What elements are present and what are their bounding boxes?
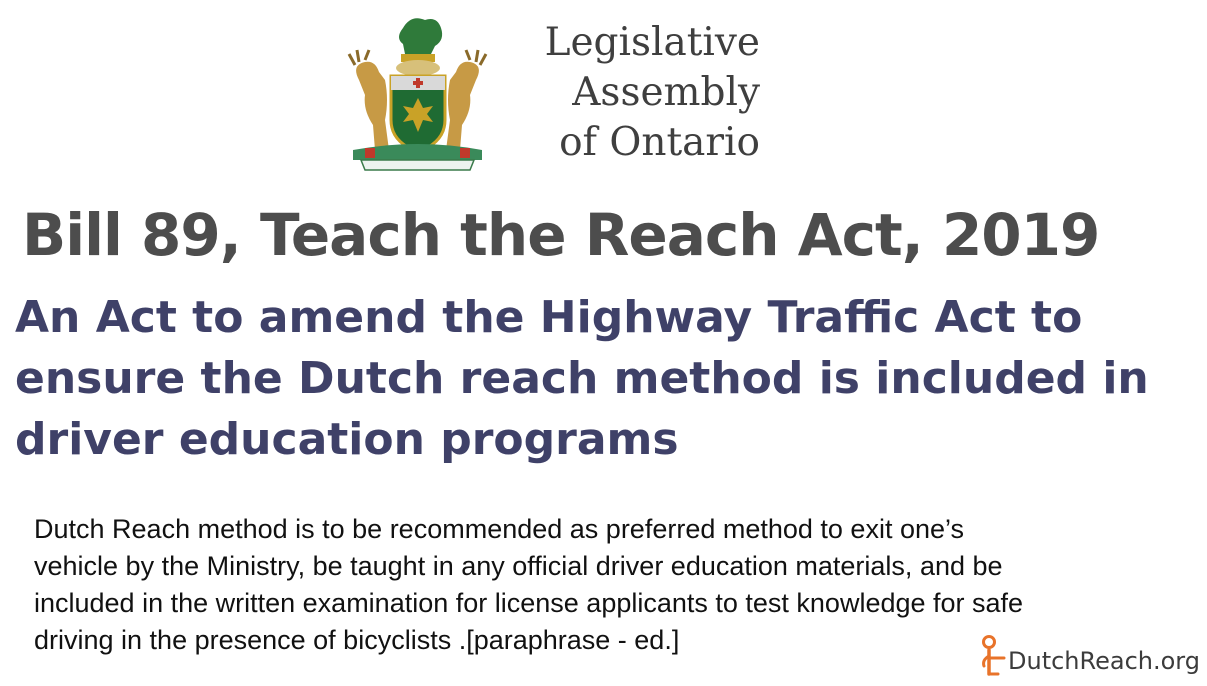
- act-subtitle: [15, 287, 1205, 470]
- summary-line: Dutch Reach method is to be recommended as preferred method to exit one’s: [34, 514, 965, 544]
- dutchreach-logo[interactable]: [978, 630, 1200, 680]
- summary-line: included in the written examination for license applicants to test knowledge for safe: [34, 588, 1024, 618]
- bill-title: Bill 89, Teach the Reach Act, 2019: [22, 201, 1100, 269]
- act-subtitle-line: driver education programs: [15, 414, 679, 465]
- assembly-name: [520, 18, 760, 168]
- dutchreach-logo-text: DutchReach.org: [1008, 647, 1200, 675]
- summary-line: driving in the presence of bicyclists .[paraphrase - ed.]: [34, 625, 680, 655]
- assembly-name-line: of Ontario: [559, 120, 760, 165]
- ontario-coat-of-arms-icon: [345, 10, 490, 175]
- act-subtitle-line: An Act to amend the Highway Traffic Act to: [15, 292, 1083, 343]
- dutch-reach-figure-icon: [978, 634, 1008, 680]
- act-subtitle-line: ensure the Dutch reach method is included in: [15, 353, 1149, 404]
- summary-line: vehicle by the Ministry, be taught in any official driver education materials, and be: [34, 551, 1003, 581]
- assembly-name-line: Assembly: [572, 70, 760, 115]
- assembly-name-line: Legislative: [544, 20, 760, 65]
